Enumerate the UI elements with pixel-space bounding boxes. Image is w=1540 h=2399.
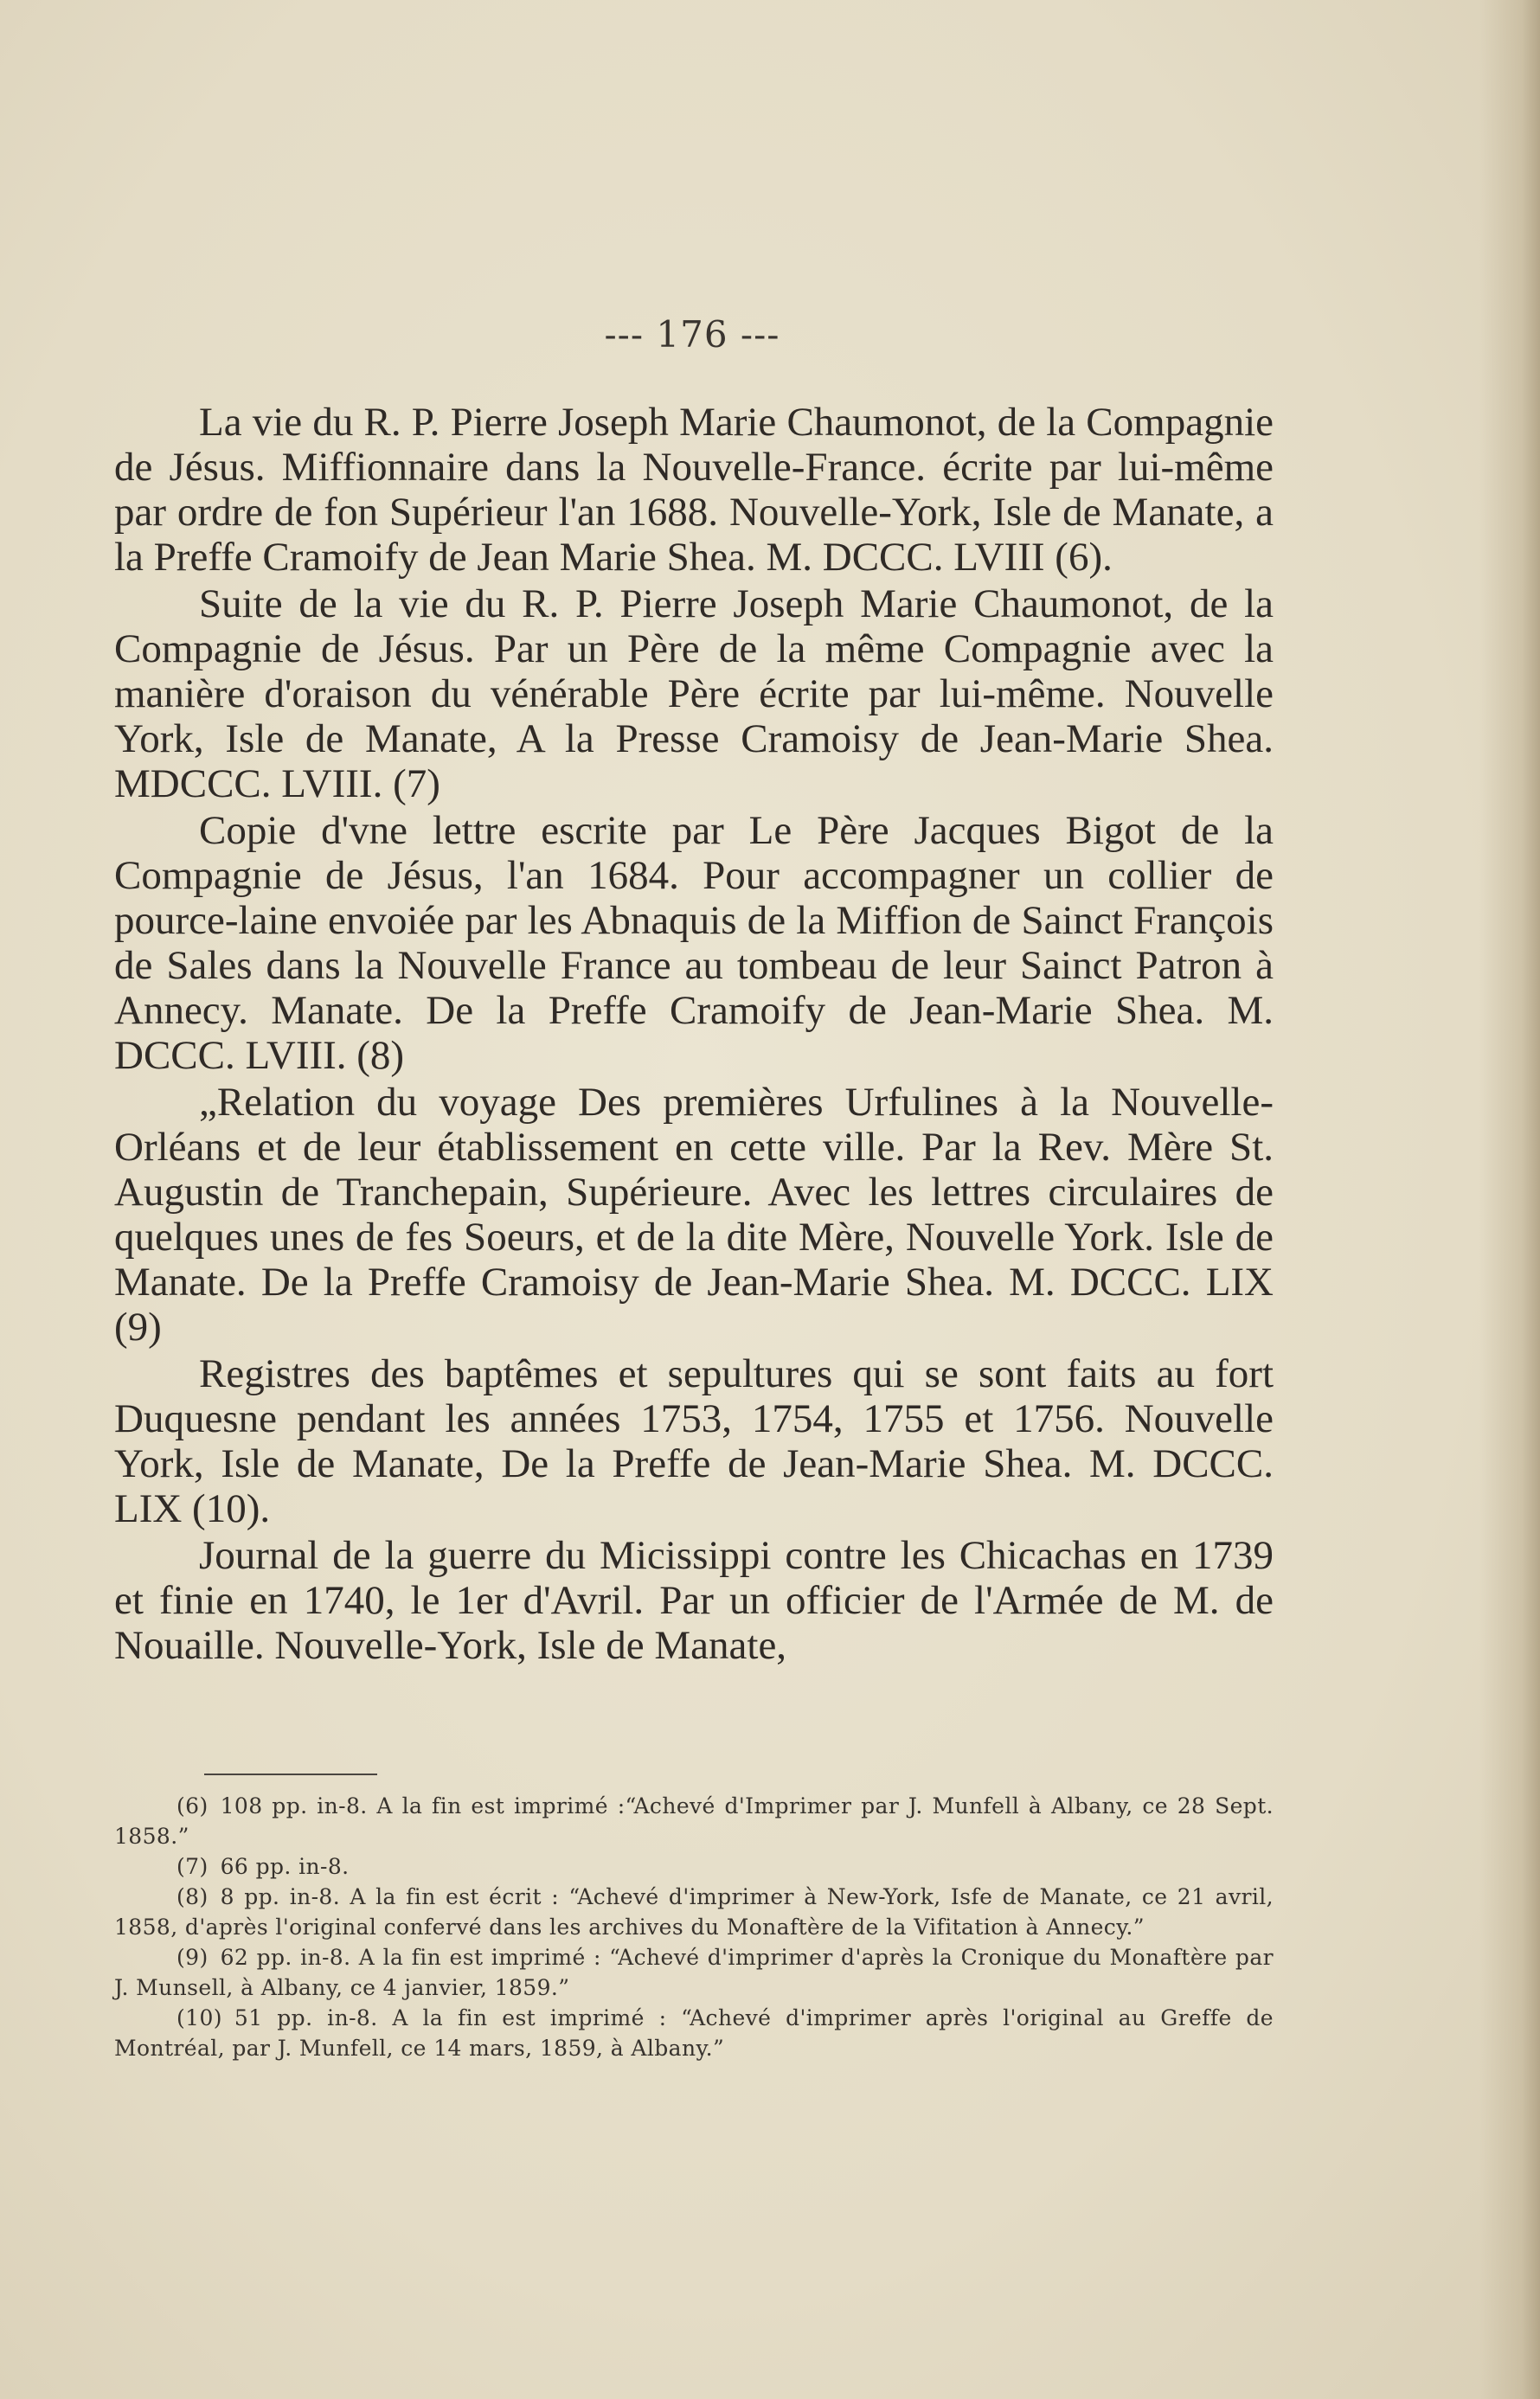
main-text	[114, 400, 1274, 1670]
paragraph: Copie d'vne lettre escrite par Le Père Jacques Bigot de la Compagnie de Jésus, l'an 1684. Pour accompagner un collier de pource-laine envoiée par les Abnaquis de la Miffion de Sainct François de Sales dans la Nouvelle France au tombeau de leur Sainct Patron à Annecy. Manate. De la Preffe Cramoify de Jean-Marie Shea. M. DCCC. LVIII. (8)	[114, 808, 1274, 1078]
footnote-number: (10)	[176, 2005, 222, 2030]
footnote	[114, 1791, 1274, 1851]
footnote-text: 66 pp. in-8.	[220, 1854, 350, 1879]
footnote-number: (8)	[176, 1884, 209, 1909]
paragraph: Registres des baptêmes et sepultures qui se sont faits au fort Duquesne pendant les années 1753, 1754, 1755 et 1756. Nouvelle York, Isle de Manate, De la Preffe de Jean-Marie Shea. M. DCCC. LIX (10).	[114, 1351, 1274, 1531]
footnote	[114, 1851, 1274, 1882]
paragraph: Suite de la vie du R. P. Pierre Joseph Marie Chaumonot, de la Compagnie de Jésus. Par un Père de la même Compagnie avec la manière d'oraison du vénérable Père écrite par lui-même. Nouvelle York, Isle de Manate, A la Presse Cramoisy de Jean-Marie Shea. MDCCC. LVIII. (7)	[114, 581, 1274, 806]
footnote	[114, 1882, 1274, 1942]
footnote-number: (9)	[176, 1945, 209, 1970]
footnotes	[114, 1791, 1274, 2063]
page-edge-shadow	[1479, 0, 1540, 2399]
footnote	[114, 1942, 1274, 2003]
paragraph: Journal de la guerre du Micissippi contre les Chicachas en 1739 et finie en 1740, le 1er d'Avril. Par un officier de l'Armée de M. de Nouaille. Nouvelle-York, Isle de Manate,	[114, 1533, 1274, 1668]
paragraph: La vie du R. P. Pierre Joseph Marie Chaumonot, de la Compagnie de Jésus. Miffionnaire dans la Nouvelle-France. écrite par lui-même par ordre de fon Supérieur l'an 1688. Nouvelle-York, Isle de Manate, a la Preffe Cramoify de Jean Marie Shea. M. DCCC. LVIII (6).	[114, 400, 1274, 580]
footnote-text: 51 pp. in-8. A la fin est imprimé : “Achevé d'imprimer après l'original au Greffe de Montréal, par J. Munfell, ce 14 mars, 1859, à Albany.”	[114, 2005, 1274, 2061]
page-number: --- 176 ---	[604, 313, 780, 356]
footnote-divider	[204, 1774, 377, 1775]
footnote-number: (7)	[176, 1854, 209, 1879]
footnote-text: 108 pp. in-8. A la fin est imprimé :“Achevé d'Imprimer par J. Munfell à Albany, ce 28 Sept. 1858.”	[114, 1793, 1274, 1849]
footnote-text: 8 pp. in-8. A la fin est écrit : “Achevé d'imprimer à New-York, Isfe de Manate, ce 21 avril, 1858, d'après l'original confervé dans les archives du Monaftère de la Vifitation à Annecy.”	[114, 1884, 1274, 1940]
footnote-number: (6)	[176, 1793, 209, 1818]
footnote	[114, 2003, 1274, 2063]
paragraph: „Relation du voyage Des premières Urfulines à la Nouvelle-Orléans et de leur établissement en cette ville. Par la Rev. Mère St. Augustin de Tranchepain, Supérieure. Avec les lettres circulaires de quelques unes de fes Soeurs, et de la dite Mère, Nouvelle York. Isle de Manate. De la Preffe Cramoisy de Jean-Marie Shea. M. DCCC. LIX (9)	[114, 1080, 1274, 1350]
footnote-text: 62 pp. in-8. A la fin est imprimé : “Achevé d'imprimer d'après la Cronique du Monaftère par J. Munsell, à Albany, ce 4 janvier, 1859.”	[114, 1945, 1274, 2000]
